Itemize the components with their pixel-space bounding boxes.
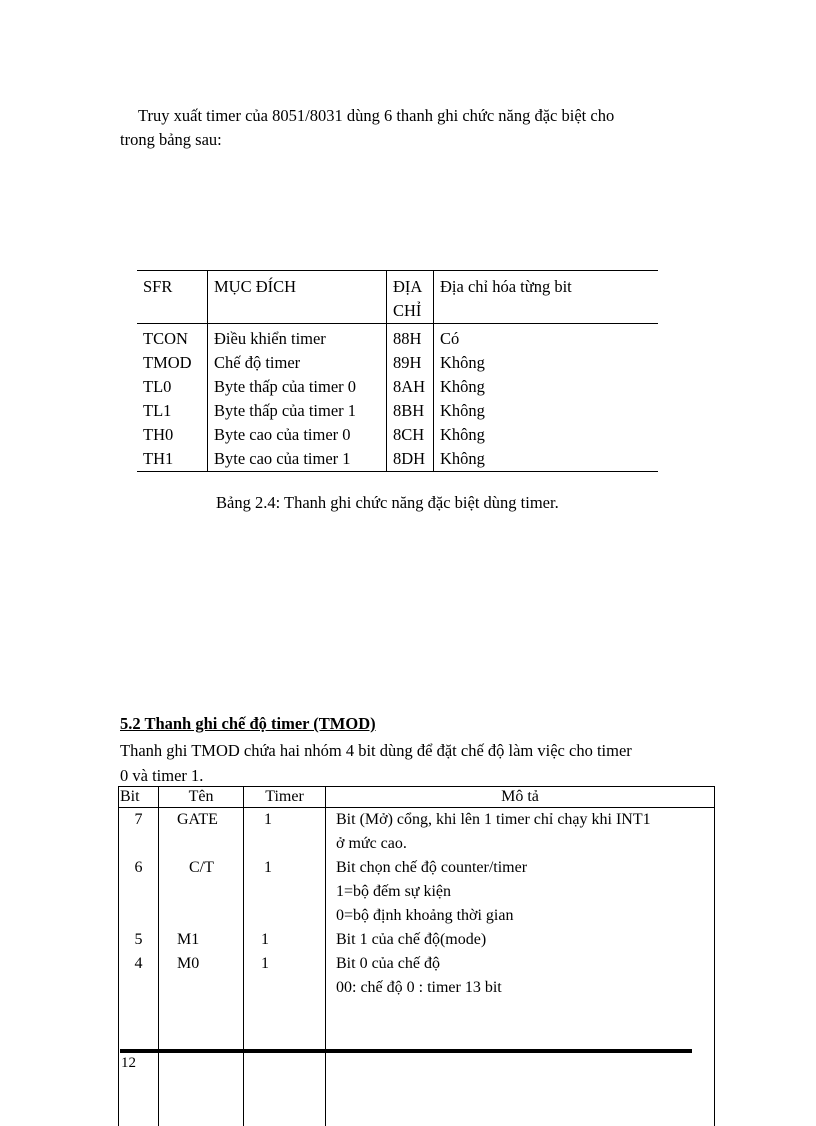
sfr-cell-address: 88H: [387, 324, 434, 352]
sfr-cell-purpose: Byte thấp của timer 1: [208, 399, 387, 423]
sfr-cell-name: TL0: [143, 377, 172, 396]
sfr-cell-name: TH1: [143, 449, 174, 468]
sfr-header-address: ĐỊA CHỈ: [387, 271, 434, 324]
sfr-cell-bit-addressable: Có: [434, 324, 659, 352]
table-row: [119, 808, 715, 857]
description-line: Bit (Mở) cổng, khi lên 1 timer chỉ chạy khi INT1: [336, 811, 651, 828]
sfr-header-purpose: MỤC ĐÍCH: [208, 271, 387, 324]
intro-paragraph: [120, 104, 680, 152]
tmod-header-timer: Timer: [244, 787, 326, 808]
tmod-header-bit: Bit: [119, 787, 159, 808]
description-line: ở mức cao.: [336, 835, 407, 852]
tmod-cell-description: [326, 952, 715, 1000]
sfr-header-bit-addressable: Địa chỉ hóa từng bit: [434, 271, 659, 324]
tmod-table-header-row: [119, 787, 715, 808]
section-line-2: 0 và timer 1.: [120, 766, 204, 785]
sfr-cell-bit-addressable: Không: [434, 447, 659, 472]
sfr-cell-address: 8AH: [387, 375, 434, 399]
sfr-cell-purpose: Byte cao của timer 0: [208, 423, 387, 447]
tmod-cell-timer: 1: [244, 856, 326, 928]
table-row: [119, 928, 715, 952]
sfr-table: [137, 270, 658, 472]
sfr-cell-address: 8DH: [387, 447, 434, 472]
description-line: 1=bộ đếm sự kiện: [336, 883, 452, 900]
sfr-cell-purpose: Điều khiển timer: [208, 324, 387, 352]
page-break-rule: [120, 1049, 692, 1053]
tmod-cell-bit: 5: [119, 928, 159, 952]
tmod-cell-name: GATE: [159, 808, 244, 857]
sfr-cell-address: 8CH: [387, 423, 434, 447]
description-line: Bit 0 của chế độ: [336, 955, 440, 972]
intro-line-1: Truy xuất timer của 8051/8031 dùng 6 thanh ghi chức năng đặc biệt cho: [138, 106, 615, 125]
sfr-cell-bit-addressable: Không: [434, 351, 659, 375]
tmod-cell-description: [326, 928, 715, 952]
sfr-cell-address: 8BH: [387, 399, 434, 423]
table-row: [137, 324, 658, 352]
tmod-header-description: Mô tả: [326, 787, 715, 808]
empty-cell: [326, 1000, 715, 1040]
section-paragraph: [120, 738, 700, 788]
description-line: 0=bộ định khoảng thời gian: [336, 907, 514, 924]
tmod-cell-description: [326, 856, 715, 928]
table-caption: Bảng 2.4: Thanh ghi chức năng đặc biệt dùng timer.: [216, 493, 559, 512]
table-row: [137, 447, 658, 472]
sfr-cell-purpose: Byte cao của timer 1: [208, 447, 387, 472]
tmod-cell-timer: 1: [244, 808, 326, 857]
sfr-cell-bit-addressable: Không: [434, 399, 659, 423]
tmod-cell-timer: 1: [244, 928, 326, 952]
sfr-cell-name: TL1: [143, 401, 172, 420]
section-line-1: Thanh ghi TMOD chứa hai nhóm 4 bit dùng để đặt chế độ làm việc cho timer: [120, 741, 632, 760]
sfr-cell-name: TCON: [143, 329, 188, 348]
description-line: Bit 1 của chế độ(mode): [336, 931, 487, 948]
section-heading: 5.2 Thanh ghi chế độ timer (TMOD): [120, 714, 376, 733]
sfr-cell-address: 89H: [387, 351, 434, 375]
sfr-cell-bit-addressable: Không: [434, 423, 659, 447]
tmod-header-name: Tên: [159, 787, 244, 808]
table-row: [137, 375, 658, 399]
tmod-cell-timer: 1: [244, 952, 326, 1000]
tmod-cell-bit: 4: [119, 952, 159, 1000]
tmod-cell-name: C/T: [159, 856, 244, 928]
table-row: [119, 856, 715, 928]
tmod-cell-bit: 6: [119, 856, 159, 928]
intro-line-2: trong bảng sau:: [120, 130, 222, 149]
empty-cell: [159, 1000, 244, 1040]
description-line: Bit chọn chế độ counter/timer: [336, 859, 528, 876]
table-row: [137, 423, 658, 447]
table-row: [119, 1000, 715, 1040]
description-line: 00: chế độ 0 : timer 13 bit: [336, 979, 502, 996]
empty-cell: [244, 1000, 326, 1040]
sfr-cell-name: TMOD: [143, 353, 192, 372]
table-row: [137, 351, 658, 375]
sfr-header-sfr: SFR: [143, 277, 173, 296]
table-row: [119, 952, 715, 1000]
sfr-cell-name: TH0: [143, 425, 174, 444]
tmod-cell-bit: 7: [119, 808, 159, 857]
sfr-cell-purpose: Byte thấp của timer 0: [208, 375, 387, 399]
tmod-cell-name: M1: [159, 928, 244, 952]
tmod-table: [118, 786, 715, 1126]
page-number: 12: [121, 1055, 136, 1071]
table-row: [137, 399, 658, 423]
sfr-cell-purpose: Chế độ timer: [208, 351, 387, 375]
tmod-cell-name: M0: [159, 952, 244, 1000]
tmod-cell-description: [326, 808, 715, 857]
sfr-cell-bit-addressable: Không: [434, 375, 659, 399]
empty-cell: [119, 1000, 159, 1040]
sfr-table-header-row: [137, 271, 658, 324]
